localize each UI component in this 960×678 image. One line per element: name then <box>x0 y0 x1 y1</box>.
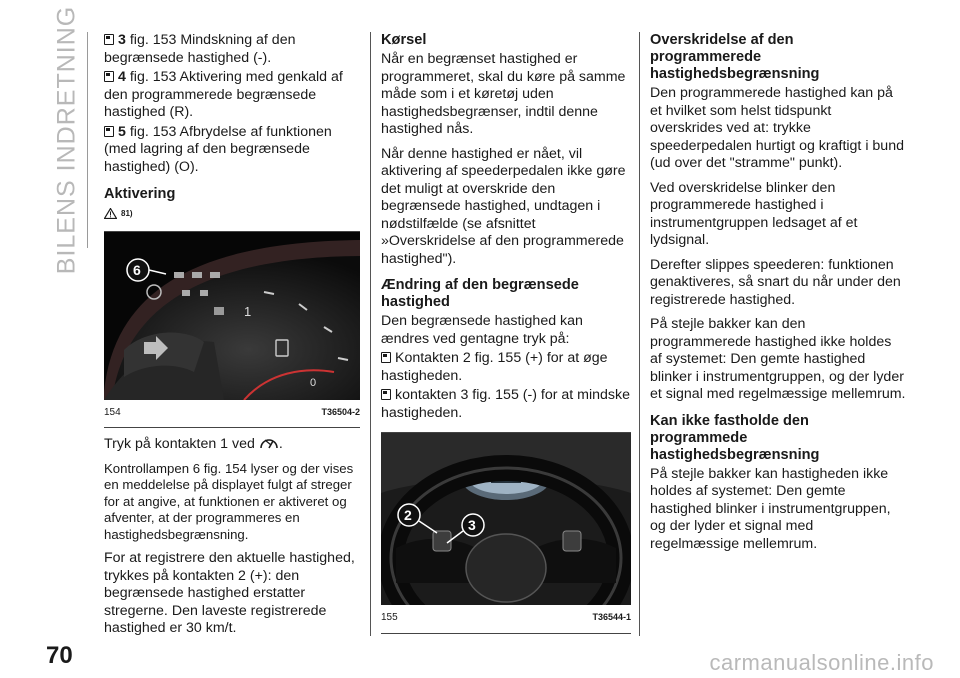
heading-driving: Kørsel <box>381 32 427 48</box>
heading-cannot-hold: Kan ikke fastholde den programmede hastighedsbegrænsning <box>650 412 820 463</box>
paragraph: For at registrere den aktuelle hastighed, trykkes på kontakten 2 (+): den begrænsede hastighed erstatter stregerne. Den laveste registrerede hastighed er 30 km/t. <box>104 550 355 636</box>
paragraph-text: Tryk på kontakten 1 ved <box>104 436 255 452</box>
callout-2: 2 <box>404 507 412 523</box>
paragraph: Den begrænsede hastighed kan ændres ved gentagne tryk på: <box>381 313 583 347</box>
figure-caption <box>104 400 360 428</box>
column-3 <box>650 32 906 560</box>
item-number: 4 <box>118 69 126 85</box>
figure-number: 155 <box>381 612 398 623</box>
steering-wheel-image <box>381 433 631 605</box>
callout-6: 6 <box>133 261 141 278</box>
column-divider-1 <box>370 32 371 636</box>
warning-triangle-icon <box>104 208 117 219</box>
paragraph: Kontrollampen 6 fig. 154 lyser og der vises en meddelelse på displayet fulgt af streger for at angive, at funktionen er aktiveret og afventer, at der programmeres en hastighedsbegrænsning. <box>104 460 354 542</box>
paragraph <box>104 436 360 454</box>
item-number: 5 <box>118 123 126 140</box>
paragraph-text: . <box>278 436 283 452</box>
section-side-tab <box>50 5 84 275</box>
figure-caption <box>381 605 631 633</box>
dial-zero: 0 <box>310 376 317 389</box>
paragraph: Når denne hastighed er nået, vil aktivering af speederpedalen ikke gøre det muligt at overskride den begrænsede hastighed, undtagen i nødstilfælde (se afsnittet »Overskridelse af den programmerede hastighed"). <box>381 145 626 267</box>
paragraph: På stejle bakker kan hastigheden ikke holdes af systemet: Den gemte hastighed blinker i instrumentgruppen, og der lyder et signal med regelmæssige mellemrum. <box>650 465 891 552</box>
paragraph: Ved overskridelse blinker den programmerede hastighed i instrumentgruppen ledsaget af et lydsignal. <box>650 179 858 248</box>
warning-reference <box>104 205 360 223</box>
heading-exceed-limit: Overskridelse af den programmerede hastighedsbegrænsning <box>650 32 820 82</box>
figure-number: 154 <box>104 406 121 418</box>
switch-key-icon <box>381 352 391 363</box>
column-1 <box>104 32 360 645</box>
display-readout: 288 <box>494 474 513 485</box>
reference-number: 81) <box>121 209 133 218</box>
instrument-cluster-image <box>104 232 360 400</box>
list-item <box>381 387 631 422</box>
dial-number: 1 <box>244 303 252 319</box>
item-text: fig. 153 Aktivering med genkald af den programmerede begrænsede hastighed (R). <box>104 69 343 120</box>
list-item <box>104 69 360 122</box>
paragraph: Når en begrænset hastighed er programmeret, skal du køre på samme måde som i et køretøj uden hastighedsbegrænser, indtil denne hastighed nås. <box>381 51 626 137</box>
switch-key-icon <box>381 389 391 400</box>
page-number: 70 <box>46 642 73 669</box>
figure-code: T36544-1 <box>592 612 631 622</box>
section-divider <box>87 32 88 248</box>
item-text: kontakten 3 fig. 155 (-) for at mindske hastigheden. <box>381 387 630 421</box>
watermark: carmanualsonline.info <box>709 650 934 675</box>
list-item <box>104 124 360 177</box>
paragraph: Derefter slippes speederen: funktionen genaktiveres, så snart du når under den registrerede hastighed. <box>650 256 901 308</box>
speed-limiter-icon <box>259 436 279 450</box>
heading-change-limit: Ændring af den begrænsede hastighed <box>381 277 579 310</box>
item-number: 3 <box>118 32 126 48</box>
figure-154 <box>104 231 360 429</box>
column-2 <box>381 32 631 634</box>
item-text: fig. 153 Mindskning af den begrænsede hastighed (-). <box>104 32 296 66</box>
heading-activation: Aktivering <box>104 186 176 202</box>
paragraph: Den programmerede hastighed kan på et hvilket som helst tidspunkt overskrides ved at: trykke speederpedalen hurtigt og kraftigt i bund (ud over det "stramme" punkt). <box>650 85 904 171</box>
item-text: Kontakten 2 fig. 155 (+) for at øge hastigheden. <box>381 350 608 384</box>
section-title: BILENS INDRETNING <box>52 5 81 275</box>
paragraph: På stejle bakker kan den programmerede hastighed ikke holdes af systemet: Den gemte hastighed blinker i instrumentgruppen, og der lyder et signal med regelmæssige mellemrum. <box>650 316 906 402</box>
figure-155 <box>381 432 631 634</box>
list-item <box>381 350 631 385</box>
callout-3: 3 <box>468 517 476 533</box>
column-divider-2 <box>639 32 640 636</box>
figure-code: T36504-2 <box>321 406 360 417</box>
switch-key-icon <box>104 126 114 137</box>
switch-key-icon <box>104 34 114 45</box>
list-item <box>104 32 360 67</box>
item-text: fig. 153 Afbrydelse af funktionen (med lagring af den begrænsede hastighed) (O). <box>104 123 332 175</box>
switch-key-icon <box>104 71 114 82</box>
